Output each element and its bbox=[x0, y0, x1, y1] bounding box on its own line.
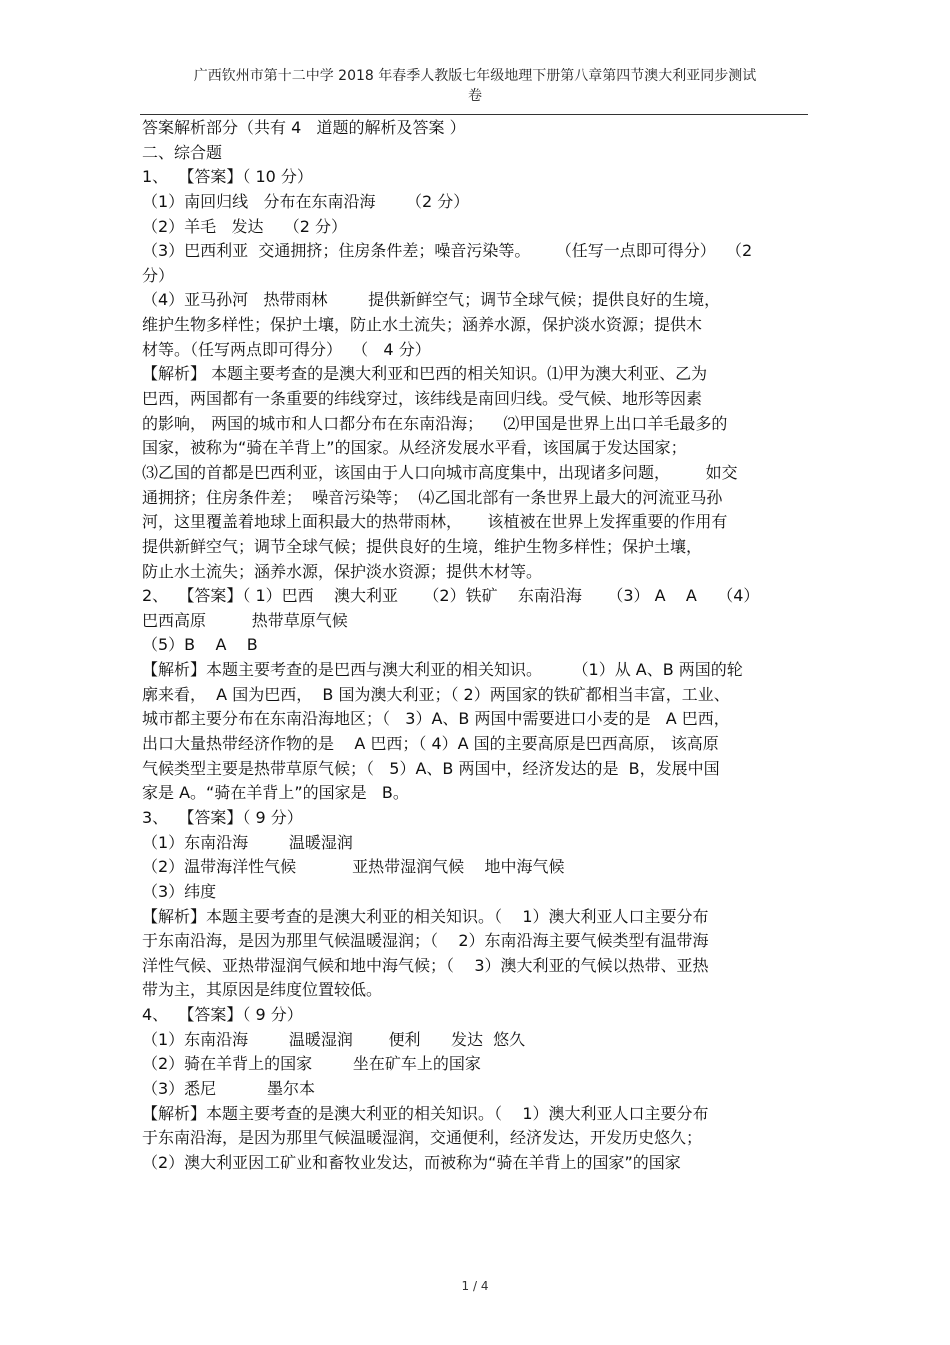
page-header bbox=[140, 66, 810, 106]
text-line: 河，这里覆盖着地球上面积最大的热带雨林， 该植被在世界上发挥重要的作用有 bbox=[142, 512, 728, 532]
text-line: 通拥挤；住房条件差； 噪音污染等； ⑷乙国北部有一条世界上最大的河流亚马孙 bbox=[142, 487, 723, 507]
text-line: 出口大量热带经济作物的是 A 巴西；（ 4）A 国的主要高原是巴西高原， 该高原 bbox=[142, 734, 719, 754]
text-line: 于东南沿海，是因为那里气候温暖湿润；（ 2）东南沿海主要气候类型有温带海 bbox=[142, 931, 709, 951]
text-line: 维护生物多样性；保护土壤，防止水土流失；涵养水源，保护淡水资源；提供木 bbox=[142, 315, 703, 335]
text-line: （3）纬度 bbox=[142, 881, 217, 901]
text-line: 提供新鲜空气；调节全球气候；提供良好的生境，维护生物多样性；保护土壤， bbox=[142, 536, 703, 556]
text-line: 家是 A。“骑在羊背上”的国家是 B。 bbox=[142, 783, 409, 803]
text-line: 气候类型主要是热带草原气候；（ 5）A、B 两国中，经济发达的是 B，发展中国 bbox=[142, 758, 720, 778]
text-line: （4）亚马孙河 热带雨林 提供新鲜空气；调节全球气候；提供良好的生境， bbox=[142, 290, 721, 310]
text-line: ⑶乙国的首都是巴西利亚，该国由于人口向城市高度集中，出现诸多问题， 如交 bbox=[142, 462, 738, 482]
text-line: 带为主，其原因是纬度位置较低。 bbox=[142, 980, 383, 1000]
text-line: （1）东南沿海 温暖湿润 bbox=[142, 832, 353, 852]
text-line: 2、 【答案】（ 1）巴西 澳大利亚 （2）铁矿 东南沿海 （3） A A （4） bbox=[142, 586, 760, 606]
text-line: 【解析】本题主要考查的是巴西与澳大利亚的相关知识。 （1）从 A、B 两国的轮 bbox=[142, 660, 743, 680]
text-line: 廓来看， A 国为巴西， B 国为澳大利亚；（ 2）两国家的铁矿都相当丰富，工业、 bbox=[142, 684, 730, 704]
text-line: 材等。（任写两点即可得分） （ 4 分） bbox=[142, 339, 431, 359]
text-line: （3）巴西利亚 交通拥挤；住房条件差；噪音污染等。 （任写一点即可得分） （2 bbox=[142, 241, 753, 261]
text-line: 4、 【答案】（ 9 分） bbox=[142, 1005, 303, 1025]
text-line: （2）温带海洋性气候 亚热带湿润气候 地中海气候 bbox=[142, 857, 565, 877]
text-line: 的影响， 两国的城市和人口都分布在东南沿海； ⑵甲国是世界上出口羊毛最多的 bbox=[142, 413, 728, 433]
text-line: （5）B A B bbox=[142, 635, 258, 655]
text-line: 城市都主要分布在东南沿海地区；（ 3）A、B 两国中需要进口小麦的是 A 巴西， bbox=[142, 709, 730, 729]
header-title-line2: 卷 bbox=[468, 88, 482, 104]
text-line: 分） bbox=[142, 265, 175, 285]
text-line: 洋性气候、亚热带湿润气候和地中海气候；（ 3）澳大利亚的气候以热带、亚热 bbox=[142, 955, 709, 975]
text-line: （2）澳大利亚因工矿业和畜牧业发达，而被称为“骑在羊背上的国家”的国家 bbox=[142, 1152, 681, 1172]
answer-body bbox=[142, 116, 810, 1176]
text-line: （1）南回归线 分布在东南沿海 （2 分） bbox=[142, 191, 470, 211]
text-line: （3）悉尼 墨尔本 bbox=[142, 1078, 316, 1098]
text-line: 防止水土流失；涵养水源，保护淡水资源；提供木材等。 bbox=[142, 561, 543, 581]
text-line: 3、 【答案】（ 9 分） bbox=[142, 807, 303, 827]
text-line: 【解析】本题主要考查的是澳大利亚的相关知识。（ 1）澳大利亚人口主要分布 bbox=[142, 906, 709, 926]
text-line: 答案解析部分（共有 4 道题的解析及答案 ） bbox=[142, 118, 466, 137]
header-divider bbox=[140, 114, 808, 115]
page-number: 1 / 4 bbox=[461, 1279, 489, 1293]
text-line: 二、综合题 bbox=[142, 142, 223, 162]
text-line: 国家，被称为“骑在羊背上”的国家。从经济发展水平看，该国属于发达国家； bbox=[142, 438, 687, 458]
text-line: （2）羊毛 发达 （2 分） bbox=[142, 216, 348, 236]
text-line: 于东南沿海，是因为那里气候温暖湿润，交通便利，经济发达，开发历史悠久； bbox=[142, 1128, 703, 1148]
text-line: 巴西高原 热带草原气候 bbox=[142, 610, 348, 630]
text-line: 【解析】 本题主要考查的是澳大利亚和巴西的相关知识。⑴甲为澳大利亚、乙为 bbox=[142, 364, 708, 384]
text-line: 巴西，两国都有一条重要的纬线穿过，该纬线是南回归线。受气候、地形等因素 bbox=[142, 389, 703, 409]
text-line: （2）骑在羊背上的国家 坐在矿车上的国家 bbox=[142, 1054, 481, 1074]
header-title-line1: 广西钦州市第十二中学 2018 年春季人教版七年级地理下册第八章第四节澳大利亚同步测试 bbox=[193, 68, 757, 84]
text-line: （1）东南沿海 温暖湿润 便利 发达 悠久 bbox=[142, 1029, 526, 1049]
text-line: 【解析】本题主要考查的是澳大利亚的相关知识。（ 1）澳大利亚人口主要分布 bbox=[142, 1103, 709, 1123]
text-line: 1、 【答案】（ 10 分） bbox=[142, 167, 313, 187]
